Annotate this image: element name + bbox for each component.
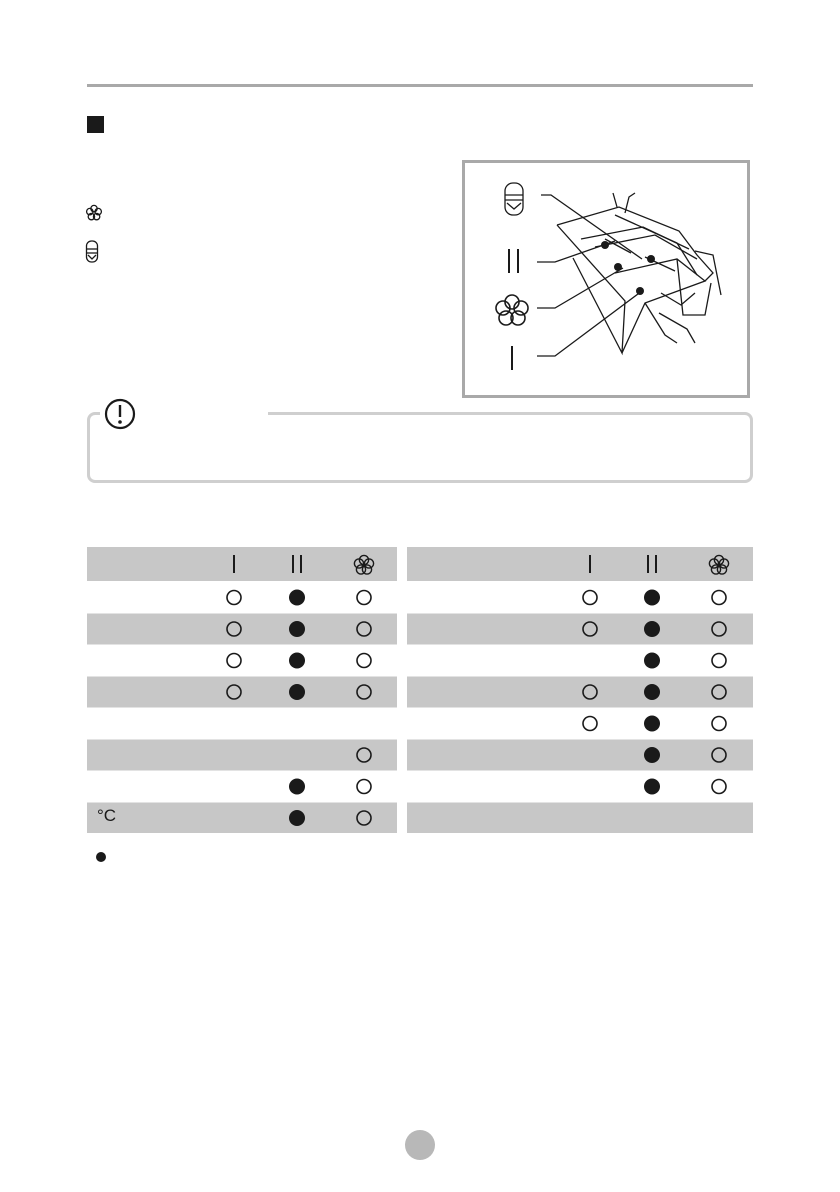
- warning-box: [87, 412, 753, 483]
- right-filled-dot: [644, 684, 660, 700]
- left-row-shade: [87, 740, 397, 771]
- page-number-badge: [405, 1130, 435, 1160]
- flower-softener-icon: [85, 204, 103, 222]
- right-empty-dot: [712, 654, 726, 668]
- right-row-shade: [407, 740, 753, 771]
- left-filled-dot: [289, 590, 305, 606]
- cup-bleach-icon: [505, 183, 523, 215]
- right-empty-dot: [583, 591, 597, 605]
- right-row-shade: [407, 803, 753, 834]
- top-rule: [87, 84, 753, 87]
- right-filled-dot: [644, 621, 660, 637]
- left-row-shade: [87, 803, 397, 834]
- left-filled-dot: [289, 653, 305, 669]
- drawer-figure-box: [462, 160, 750, 398]
- right-empty-dot: [583, 717, 597, 731]
- table-grid: [87, 547, 753, 833]
- left-row-shade: [87, 614, 397, 645]
- temperature-degree-label: °C: [97, 806, 117, 825]
- right-filled-dot: [644, 590, 660, 606]
- exclamation-circle-icon: [103, 397, 137, 431]
- dispenser-usage-table: [87, 547, 753, 833]
- left-empty-dot: [227, 591, 241, 605]
- right-filled-dot: [644, 653, 660, 669]
- legend-filled-dot: [96, 852, 106, 862]
- table-header-right: [407, 547, 753, 581]
- cup-bleach-icon: [85, 240, 99, 264]
- left-filled-dot: [289, 684, 305, 700]
- left-empty-dot: [227, 654, 241, 668]
- right-filled-dot: [644, 716, 660, 732]
- compartment-two-icon: [509, 249, 518, 273]
- left-filled-dot: [289, 810, 305, 826]
- detergent-drawer-illustration: [465, 163, 747, 395]
- right-empty-dot: [712, 591, 726, 605]
- right-filled-dot: [644, 747, 660, 763]
- right-empty-dot: [712, 717, 726, 731]
- right-empty-dot: [712, 780, 726, 794]
- left-empty-dot: [357, 780, 371, 794]
- right-row-shade: [407, 614, 753, 645]
- left-filled-dot: [289, 621, 305, 637]
- left-filled-dot: [289, 779, 305, 795]
- table-header-left: [87, 547, 397, 581]
- left-empty-dot: [357, 591, 371, 605]
- left-row-shade: [87, 677, 397, 708]
- left-empty-dot: [357, 654, 371, 668]
- right-row-shade: [407, 677, 753, 708]
- square-bullet-icon: [87, 116, 104, 133]
- right-filled-dot: [644, 779, 660, 795]
- flower-softener-icon: [496, 295, 528, 325]
